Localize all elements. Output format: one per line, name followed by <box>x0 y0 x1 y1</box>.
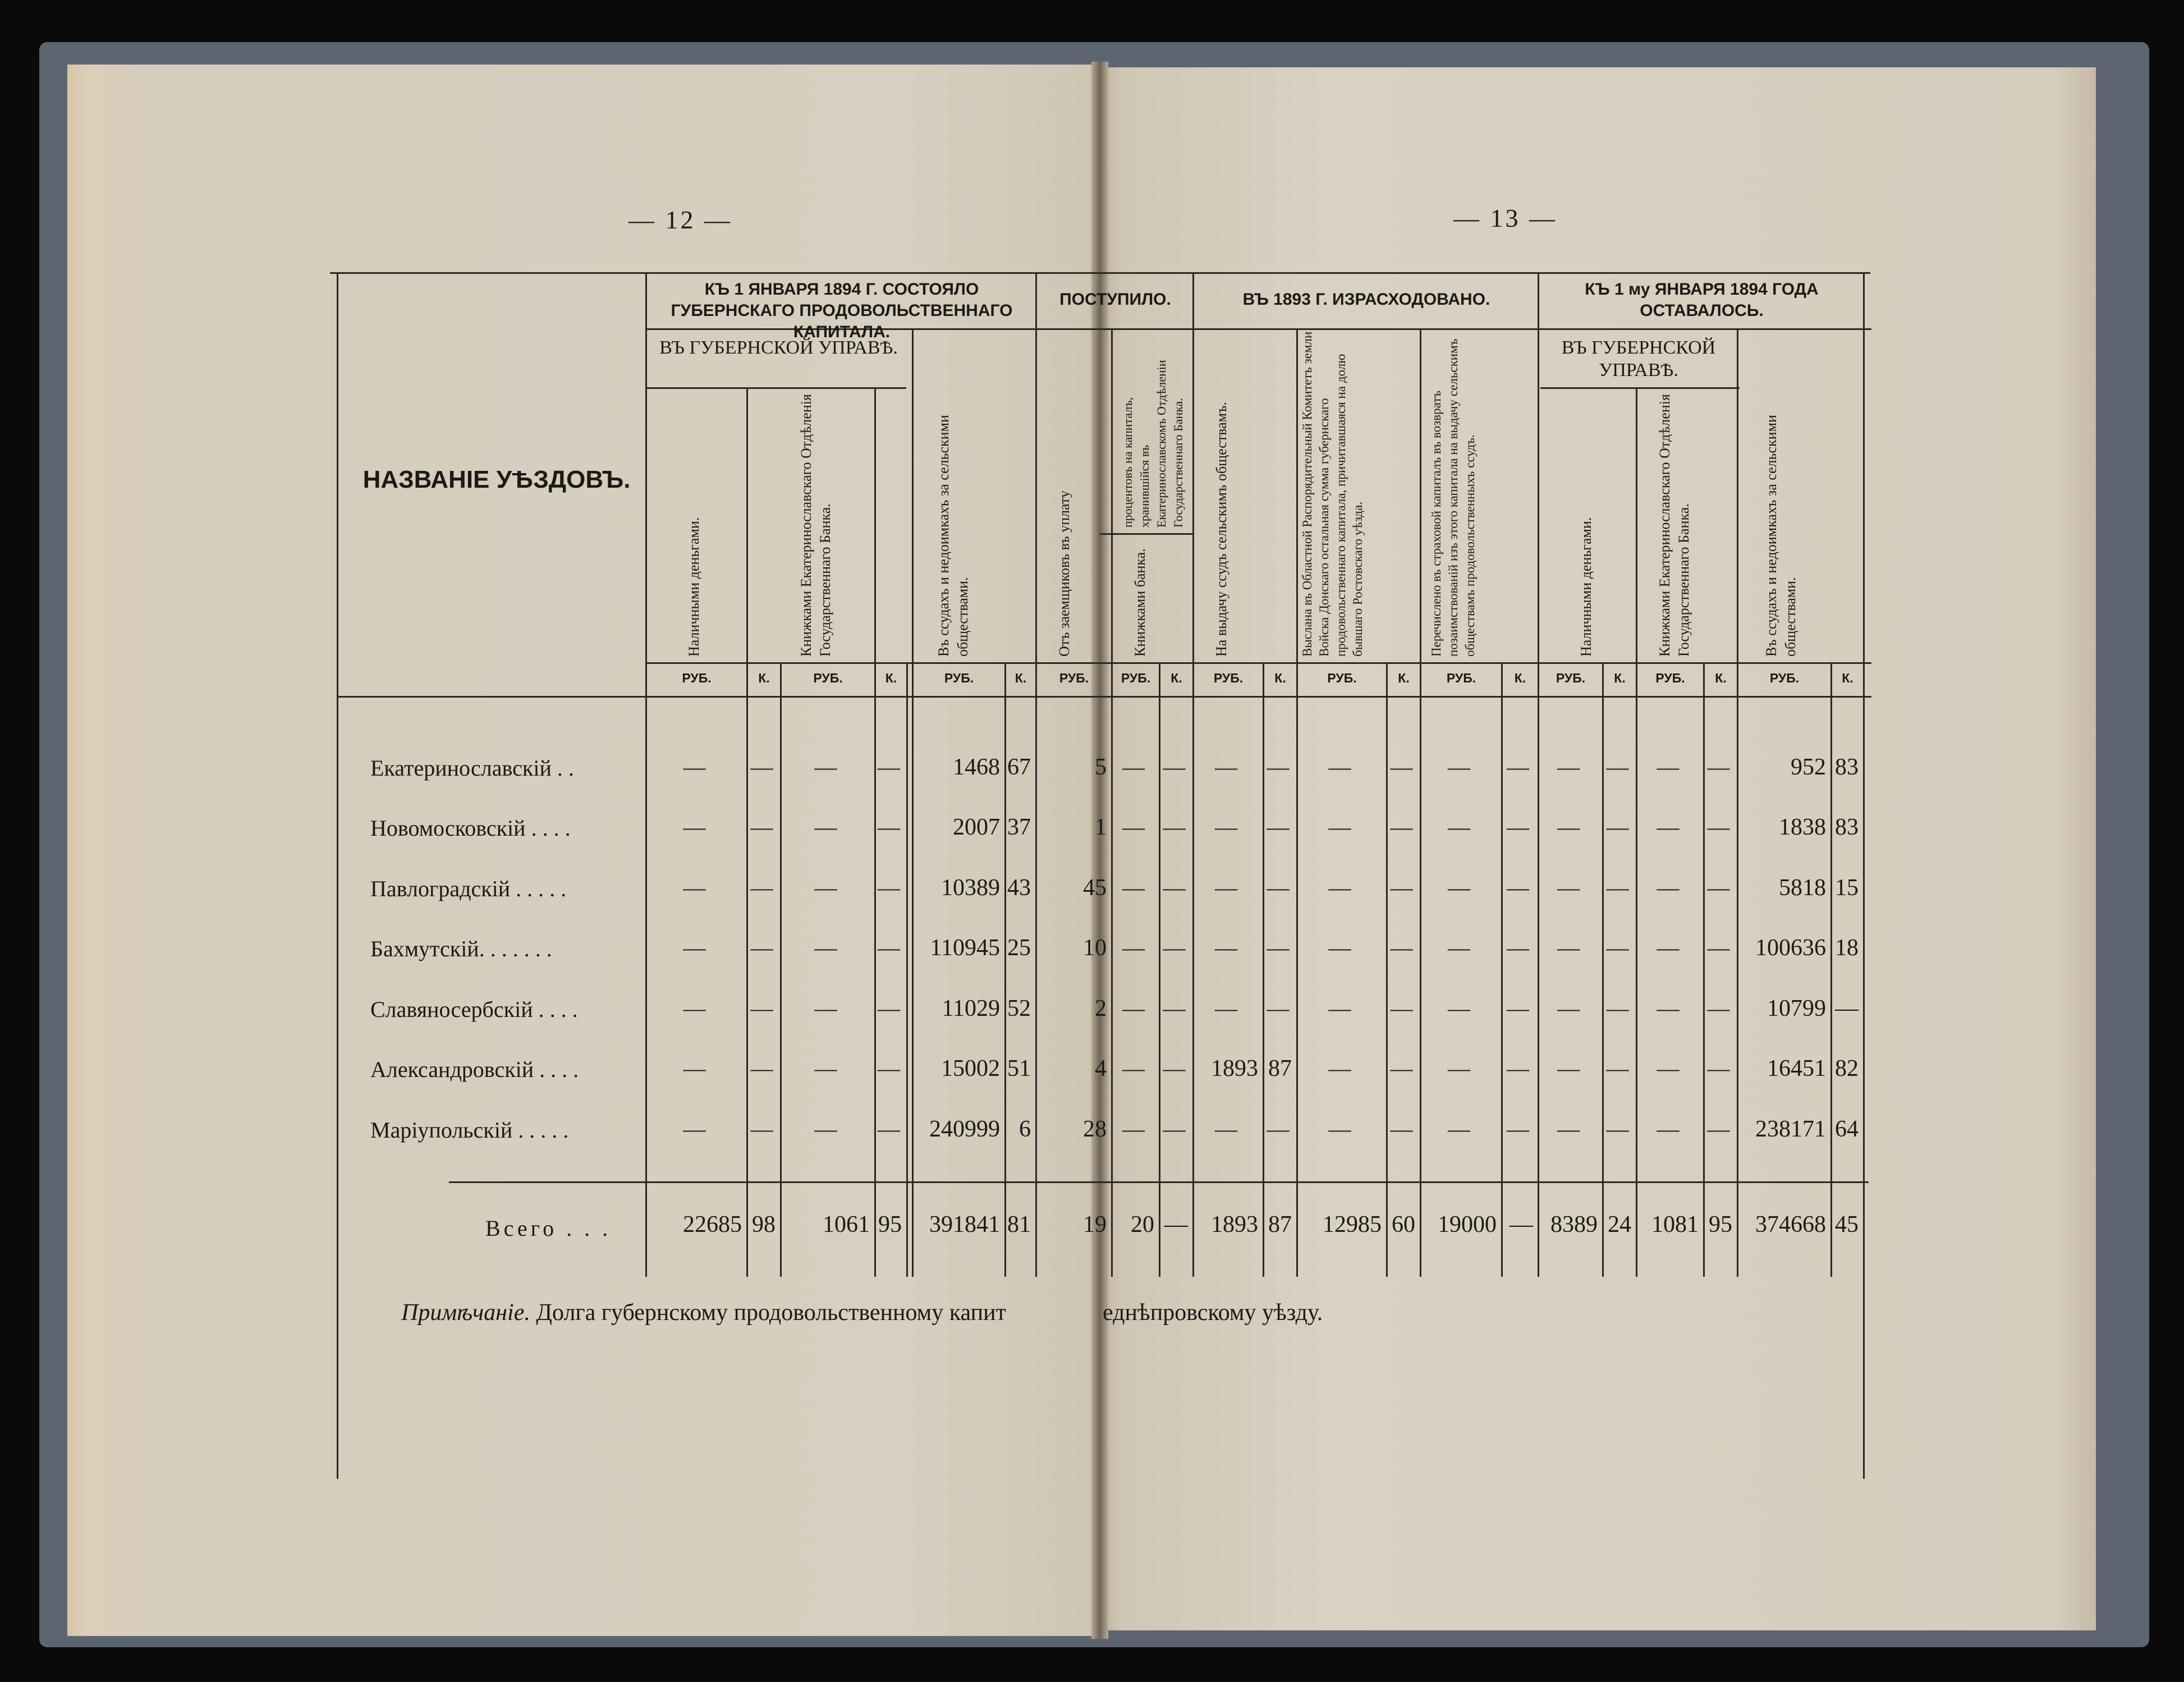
col-header-bankbooks-1: Книжками Екатеринославскаго Отдѣленія Государственнаго Банка. <box>798 394 833 657</box>
table-cell-dash: — <box>814 814 837 840</box>
footnote <box>401 1299 1006 1326</box>
unit-rubles: РУБ. <box>1769 671 1800 685</box>
table-cell-dash: — <box>1215 996 1237 1021</box>
table-cell-dash: — <box>814 1116 837 1142</box>
header-bottom-rule <box>337 696 1871 698</box>
unit-rubles: РУБ. <box>813 671 843 685</box>
table-cell-dash: — <box>1657 1056 1680 1081</box>
unit-kopeks: К. <box>1715 671 1727 685</box>
total-cell-value: 374668 <box>1755 1212 1826 1238</box>
table-cell-value: 15 <box>1835 875 1859 901</box>
table-cell-value: 11029 <box>942 996 1000 1021</box>
footnote-label: Примѣчаніе. <box>401 1300 530 1326</box>
table-cell-dash: — <box>1606 814 1629 840</box>
table-cell-value: 4 <box>1095 1056 1107 1081</box>
table-cell-dash: — <box>1557 875 1580 900</box>
table-cell-dash: — <box>1390 875 1413 900</box>
table-cell-dash: — <box>683 754 706 780</box>
table-cell-dash: — <box>1606 1116 1629 1142</box>
table-cell-dash: — <box>683 875 706 900</box>
subgroup-header-left: ВЪ ГУБЕРНСКОЙ УПРАВѢ. <box>659 337 898 358</box>
table-cell-dash: — <box>1606 754 1629 780</box>
table-cell-dash: — <box>1657 754 1680 780</box>
table-cell-dash: — <box>878 1116 900 1142</box>
table-cell-dash: — <box>1328 754 1351 780</box>
unit-rubles: РУБ. <box>1327 671 1357 685</box>
unit-kopeks: К. <box>1842 671 1853 685</box>
table-cell-dash: — <box>1390 754 1413 780</box>
table-cell-value: — <box>1835 996 1859 1021</box>
table-cell-value: 83 <box>1835 754 1859 780</box>
sub-header-rule-mid <box>1100 533 1192 535</box>
table-cell-value: 5 <box>1095 754 1107 780</box>
table-cell-value: 18 <box>1835 935 1859 961</box>
table-cell-dash: — <box>683 996 706 1021</box>
table-cell-value: 37 <box>1007 814 1031 840</box>
table-cell-dash: — <box>1507 814 1529 840</box>
table-cell-dash: — <box>1163 814 1186 840</box>
table-cell-dash: — <box>1657 814 1680 840</box>
table-cell-dash: — <box>1657 935 1680 960</box>
table-cell-dash: — <box>1707 1056 1730 1081</box>
unit-kopeks: К. <box>1015 671 1027 685</box>
unit-kopeks: К. <box>1614 671 1626 685</box>
table-cell-dash: — <box>1328 935 1351 960</box>
col-header-bankbooks-received: Книжками банка. <box>1132 548 1148 657</box>
table-cell-value: 6 <box>1019 1116 1031 1142</box>
table-cell-dash: — <box>1390 814 1413 840</box>
table-cell-dash: — <box>1448 996 1470 1021</box>
table-cell-value: 2 <box>1095 996 1107 1021</box>
table-cell-dash: — <box>1163 1116 1186 1142</box>
table-cell-dash: — <box>683 935 706 960</box>
unit-kopeks: К. <box>1514 671 1526 685</box>
sub-header-rule-right <box>1540 387 1740 389</box>
table-cell-value: 15002 <box>941 1056 1000 1081</box>
table-cell-value: 1893 <box>1211 1056 1258 1081</box>
table-cell-dash: — <box>878 996 900 1021</box>
total-cell-value: 1893 <box>1211 1212 1258 1238</box>
total-cell-value: 391841 <box>929 1212 1000 1238</box>
table-cell-dash: — <box>1122 1056 1145 1081</box>
table-cell-dash: — <box>1707 996 1730 1021</box>
total-cell-value: 95 <box>878 1212 902 1238</box>
total-cell-value: 24 <box>1608 1212 1631 1238</box>
table-cell-dash: — <box>814 1056 837 1081</box>
table-cell-dash: — <box>1707 1116 1730 1142</box>
table-cell-value: 1468 <box>953 754 1000 780</box>
unit-rubles: РУБ. <box>1213 671 1244 685</box>
unit-rubles: РУБ. <box>944 671 974 685</box>
table-cell-value: 100636 <box>1755 935 1826 961</box>
table-cell-dash: — <box>878 935 900 960</box>
table-cell-dash: — <box>814 935 837 960</box>
table-cell-value: 110945 <box>930 935 1000 961</box>
table-cell-dash: — <box>1657 996 1680 1021</box>
table-cell-dash: — <box>814 754 837 780</box>
district-name: Павлоградскій . . . . . <box>370 876 567 901</box>
total-cell-value: — <box>1164 1212 1188 1238</box>
page-number-right: — 13 — <box>1453 204 1557 232</box>
table-cell-dash: — <box>1215 875 1237 900</box>
table-cell-dash: — <box>1390 1056 1413 1081</box>
total-cell-value: 22685 <box>683 1212 742 1238</box>
table-cell-dash: — <box>750 875 773 900</box>
total-cell-value: 60 <box>1392 1212 1415 1238</box>
table-cell-dash: — <box>1390 935 1413 960</box>
table-cell-dash: — <box>1163 754 1186 780</box>
col-header-loans-2: Въ ссудахъ и недоимкахъ за сельскими обществами. <box>1763 415 1798 657</box>
table-cell-dash: — <box>814 875 837 900</box>
district-column-header: НАЗВАНІЕ УѢЗДОВЪ. <box>363 466 631 493</box>
table-cell-value: 25 <box>1007 935 1031 961</box>
table-cell-dash: — <box>1215 935 1237 960</box>
table-cell-dash: — <box>1507 1116 1529 1142</box>
table-cell-value: 16451 <box>1767 1056 1826 1081</box>
table-left-border <box>337 272 338 1479</box>
table-cell-value: 10 <box>1083 935 1107 961</box>
unit-kopeks: К. <box>885 671 897 685</box>
table-cell-dash: — <box>1707 875 1730 900</box>
col-header-cash-1: Наличными деньгами. <box>686 517 702 657</box>
total-row-label: Всего . . . <box>485 1216 612 1241</box>
table-cell-value: 2007 <box>953 814 1000 840</box>
table-cell-dash: — <box>1122 996 1145 1021</box>
table-cell-dash: — <box>1215 814 1237 840</box>
table-cell-dash: — <box>814 996 837 1021</box>
col-header-loans-1: Въ ссудахъ и недоимкахъ за сельскими обществами. <box>935 415 971 657</box>
district-name: Славяносербскій . . . . <box>370 997 578 1022</box>
table-cell-value: 43 <box>1007 875 1031 901</box>
total-cell-value: 87 <box>1268 1212 1292 1238</box>
table-cell-dash: — <box>1707 935 1730 960</box>
table-cell-value: 1 <box>1095 814 1107 840</box>
total-cell-value: 19000 <box>1438 1212 1497 1238</box>
table-cell-dash: — <box>1163 996 1186 1021</box>
total-cell-value: 20 <box>1131 1212 1154 1238</box>
table-cell-dash: — <box>1163 875 1186 900</box>
table-cell-dash: — <box>1557 754 1580 780</box>
district-name: Бахмутскій. . . . . . . <box>370 936 552 961</box>
table-cell-dash: — <box>1390 996 1413 1021</box>
col-header-interest: процентовъ на капиталъ, хранившійся въ Екатеринославскомъ Отдѣленіи Государственнаго Банка. <box>1121 360 1185 528</box>
table-cell-dash: — <box>1267 875 1290 900</box>
table-cell-dash: — <box>1163 935 1186 960</box>
table-cell-dash: — <box>1707 754 1730 780</box>
table-cell-value: 87 <box>1268 1056 1292 1081</box>
unit-rubles: РУБ. <box>682 671 712 685</box>
unit-kopeks: К. <box>1398 671 1410 685</box>
total-cell-value: 1061 <box>823 1212 870 1238</box>
table-cell-dash: — <box>1507 875 1529 900</box>
table-cell-dash: — <box>1448 875 1470 900</box>
table-cell-value: 240999 <box>929 1116 1000 1142</box>
subgroup-header-right: ВЪ ГУБЕРНСКОЙ УПРАВѢ. <box>1561 337 1716 381</box>
unit-rubles: РУБ. <box>1556 671 1586 685</box>
table-cell-dash: — <box>1122 814 1145 840</box>
table-cell-dash: — <box>1507 935 1529 960</box>
table-cell-dash: — <box>1328 814 1351 840</box>
table-cell-dash: — <box>683 814 706 840</box>
table-cell-dash: — <box>1122 754 1145 780</box>
table-cell-value: 10389 <box>941 875 1000 901</box>
total-cell-value: 81 <box>1007 1212 1031 1238</box>
col-header-from-borrowers: Отъ заемщиковъ въ уплату <box>1056 490 1072 657</box>
table-cell-dash: — <box>1606 1056 1629 1081</box>
table-top-rule <box>330 272 1870 274</box>
unit-kopeks: К. <box>1274 671 1286 685</box>
total-cell-value: 95 <box>1709 1212 1732 1238</box>
col-header-sent-don: Выслана въ Областной Распорядительный Комитетъ земли Войска Донскаго остальная сумма губернскаго продовольственнаго капитала, причитавшаяся на долю бывшаго Ростовскаго уѣзда. <box>1300 331 1365 657</box>
table-cell-value: 28 <box>1083 1116 1107 1142</box>
col-header-bankbooks-2: Книжками Екатеринославскаго Отдѣленія Государственнаго Банка. <box>1657 394 1692 657</box>
district-name: Новомосковскій . . . . <box>370 815 571 841</box>
unit-rubles: РУБ. <box>1121 671 1151 685</box>
unit-kopeks: К. <box>758 671 770 685</box>
table-cell-value: 5818 <box>1779 875 1826 901</box>
col-header-insurance: Перечислено въ страховой капиталъ въ возвратъ позаимствованій изъ этого капитала на выдачу сельскимъ обществамъ продовольственныхъ ссудъ. <box>1429 338 1477 657</box>
table-cell-dash: — <box>683 1056 706 1081</box>
table-cell-dash: — <box>1507 1056 1529 1081</box>
table-cell-dash: — <box>1267 935 1290 960</box>
table-cell-dash: — <box>1448 1116 1470 1142</box>
table-cell-value: 67 <box>1007 754 1031 780</box>
table-cell-dash: — <box>750 1056 773 1081</box>
total-cell-value: 12985 <box>1323 1212 1382 1238</box>
table-cell-dash: — <box>750 754 773 780</box>
unit-row-rule <box>645 662 1871 664</box>
table-cell-dash: — <box>1507 996 1529 1021</box>
table-cell-dash: — <box>1390 1116 1413 1142</box>
table-cell-value: 82 <box>1835 1056 1859 1081</box>
table-cell-dash: — <box>1163 1056 1186 1081</box>
table-cell-dash: — <box>1606 996 1629 1021</box>
table-cell-dash: — <box>1215 754 1237 780</box>
table-cell-dash: — <box>1657 1116 1680 1142</box>
table-cell-dash: — <box>1657 875 1680 900</box>
footnote-continuation: еднѣпровскому уѣзду. <box>1103 1300 1323 1326</box>
district-name: Маріупольскій . . . . . <box>370 1117 569 1143</box>
group-header-spent: ВЪ 1893 Г. ИЗРАСХОДОВАНО. <box>1242 290 1490 309</box>
footnote-text: Долга губернскому продовольственному капит <box>536 1300 1006 1326</box>
table-cell-dash: — <box>1267 1116 1290 1142</box>
col-header-cash-2: Наличными деньгами. <box>1578 517 1594 657</box>
table-cell-dash: — <box>1557 814 1580 840</box>
col-header-loans-issued: На выдачу ссудъ сельскимъ обществамъ. <box>1213 401 1229 657</box>
unit-kopeks: К. <box>1171 671 1182 685</box>
table-cell-dash: — <box>1328 875 1351 900</box>
unit-rubles: РУБ. <box>1655 671 1685 685</box>
table-cell-dash: — <box>750 1116 773 1142</box>
table-cell-dash: — <box>683 1116 706 1142</box>
unit-rubles: РУБ. <box>1059 671 1089 685</box>
table-cell-dash: — <box>1267 754 1290 780</box>
table-cell-dash: — <box>1328 1116 1351 1142</box>
table-cell-dash: — <box>1606 875 1629 900</box>
table-right-border <box>1863 272 1865 1479</box>
total-cell-value: 98 <box>752 1212 776 1238</box>
table-cell-dash: — <box>750 996 773 1021</box>
table-cell-dash: — <box>750 935 773 960</box>
sub-header-rule-left <box>645 387 906 389</box>
col-rule <box>906 662 908 1277</box>
total-cell-value: — <box>1509 1212 1533 1238</box>
table-cell-dash: — <box>1557 1056 1580 1081</box>
total-cell-value: 45 <box>1835 1212 1859 1238</box>
table-cell-dash: — <box>1557 1116 1580 1142</box>
group-header-remaining: КЪ 1 му ЯНВАРЯ 1894 ГОДА ОСТАВАЛОСЬ. <box>1585 280 1819 320</box>
table-cell-dash: — <box>1557 935 1580 960</box>
table-cell-dash: — <box>878 1056 900 1081</box>
table-cell-dash: — <box>1448 935 1470 960</box>
table-cell-dash: — <box>1707 814 1730 840</box>
district-name: Александровскій . . . . <box>370 1057 579 1082</box>
total-cell-value: 8389 <box>1550 1212 1598 1238</box>
table-cell-value: 10799 <box>1767 996 1826 1021</box>
group-header-capital-1894: КЪ 1 ЯНВАРЯ 1894 Г. СОСТОЯЛО ГУБЕРНСКАГО ПРОДОВОЛЬСТВЕННАГО КАПИТАЛА. <box>671 280 1013 341</box>
table-cell-dash: — <box>878 875 900 900</box>
table-cell-dash: — <box>1328 996 1351 1021</box>
table-cell-dash: — <box>1606 935 1629 960</box>
table-cell-dash: — <box>1267 814 1290 840</box>
table-cell-dash: — <box>1122 935 1145 960</box>
table-cell-value: 1838 <box>1779 814 1826 840</box>
table-cell-value: 51 <box>1007 1056 1031 1081</box>
table-cell-value: 45 <box>1083 875 1107 901</box>
table-cell-dash: — <box>1215 1116 1237 1142</box>
table-cell-value: 52 <box>1007 996 1031 1021</box>
table-cell-dash: — <box>1328 1056 1351 1081</box>
table-cell-dash: — <box>878 814 900 840</box>
table-cell-dash: — <box>1507 754 1529 780</box>
table-cell-value: 83 <box>1835 814 1859 840</box>
table-cell-dash: — <box>1448 1056 1470 1081</box>
total-cell-value: 19 <box>1083 1212 1107 1238</box>
table-cell-dash: — <box>1122 1116 1145 1142</box>
district-name: Екатеринославскій . . <box>370 755 574 781</box>
table-cell-value: 64 <box>1835 1116 1859 1142</box>
unit-rubles: РУБ. <box>1446 671 1476 685</box>
table-cell-dash: — <box>1557 996 1580 1021</box>
table-cell-dash: — <box>750 814 773 840</box>
table-cell-dash: — <box>1267 996 1290 1021</box>
group-header-received: ПОСТУПИЛО. <box>1059 290 1171 309</box>
table-cell-value: 952 <box>1791 754 1826 780</box>
page-number-left: — 12 — <box>628 205 732 234</box>
table-cell-dash: — <box>1122 875 1145 900</box>
table-cell-dash: — <box>1448 754 1470 780</box>
table-cell-value: 238171 <box>1755 1116 1826 1142</box>
total-cell-value: 1081 <box>1651 1212 1699 1238</box>
table-cell-dash: — <box>1448 814 1470 840</box>
table-cell-dash: — <box>878 754 900 780</box>
